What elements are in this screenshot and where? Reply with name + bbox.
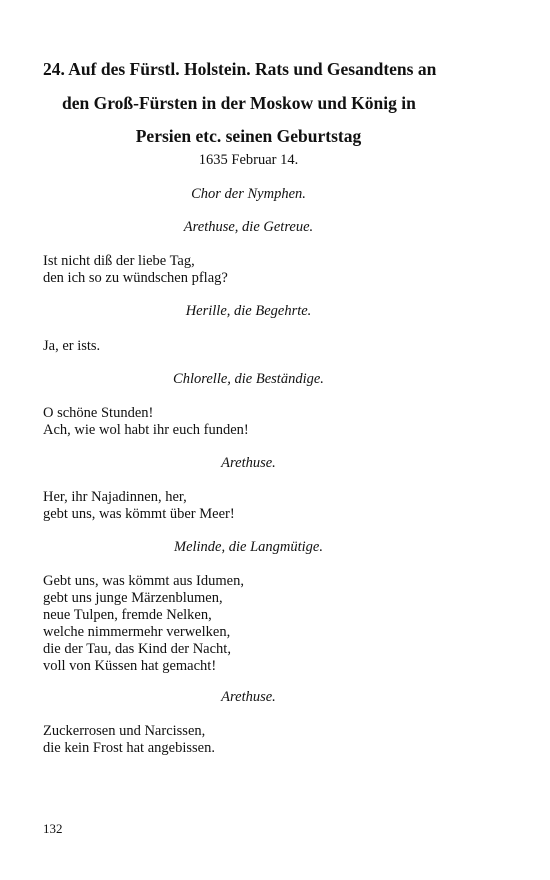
verse-line: die kein Frost hat angebissen. [43, 740, 215, 756]
stanza [43, 338, 503, 355]
verse-line: gebt uns junge Märzenblumen, [43, 590, 223, 606]
verse-line: Ach, wie wol habt ihr euch funden! [43, 422, 249, 438]
speaker-name: Arethuse, die Getreue. [183, 219, 314, 235]
stanza [43, 573, 503, 675]
poem-title-line-2: den Groß-Fürsten in der Moskow und König in [62, 93, 416, 113]
speaker-name: Melinde, die Langmütige. [173, 539, 323, 555]
verse-line: die der Tau, das Kind der Nacht, [43, 641, 231, 657]
verse-line: Ja, er ists. [43, 338, 101, 354]
verse-line: voll von Küssen hat gemacht! [43, 658, 217, 674]
stanza [43, 489, 503, 523]
verse-line: den ich so zu wündschen pflag? [43, 270, 228, 286]
speaker-name: Herille, die Begehrte. [185, 303, 312, 319]
poem-title-line-1: 24. Auf des Fürstl. Holstein. Rats und Gesandtens an [43, 59, 437, 79]
verse-line: Ist nicht diß der liebe Tag, [43, 253, 195, 269]
speaker-name: Arethuse. [221, 689, 276, 705]
stanza [43, 723, 503, 757]
verse-line: Her, ihr Najadinnen, her, [43, 489, 187, 505]
chorus-heading: Chor der Nymphen. [191, 186, 306, 202]
verse-line: neue Tulpen, fremde Nelken, [43, 607, 212, 623]
verse-line: Gebt uns, was kömmt aus Idumen, [43, 573, 244, 589]
speaker-name: Chlorelle, die Beständige. [173, 371, 324, 387]
speaker-name: Arethuse. [221, 455, 276, 471]
verse-line: Zuckerrosen und Narcissen, [43, 723, 206, 739]
page-number: 132 [43, 821, 63, 836]
poem-date: 1635 Februar 14. [198, 152, 299, 168]
verse-line: welche nimmermehr verwelken, [43, 624, 231, 640]
verse-line: O schöne Stunden! [43, 405, 154, 421]
verse-line: gebt uns, was kömmt über Meer! [43, 506, 235, 522]
poem-title-line-3: Persien etc. seinen Geburtstag [135, 126, 362, 146]
stanza [43, 253, 503, 287]
stanza [43, 405, 503, 439]
